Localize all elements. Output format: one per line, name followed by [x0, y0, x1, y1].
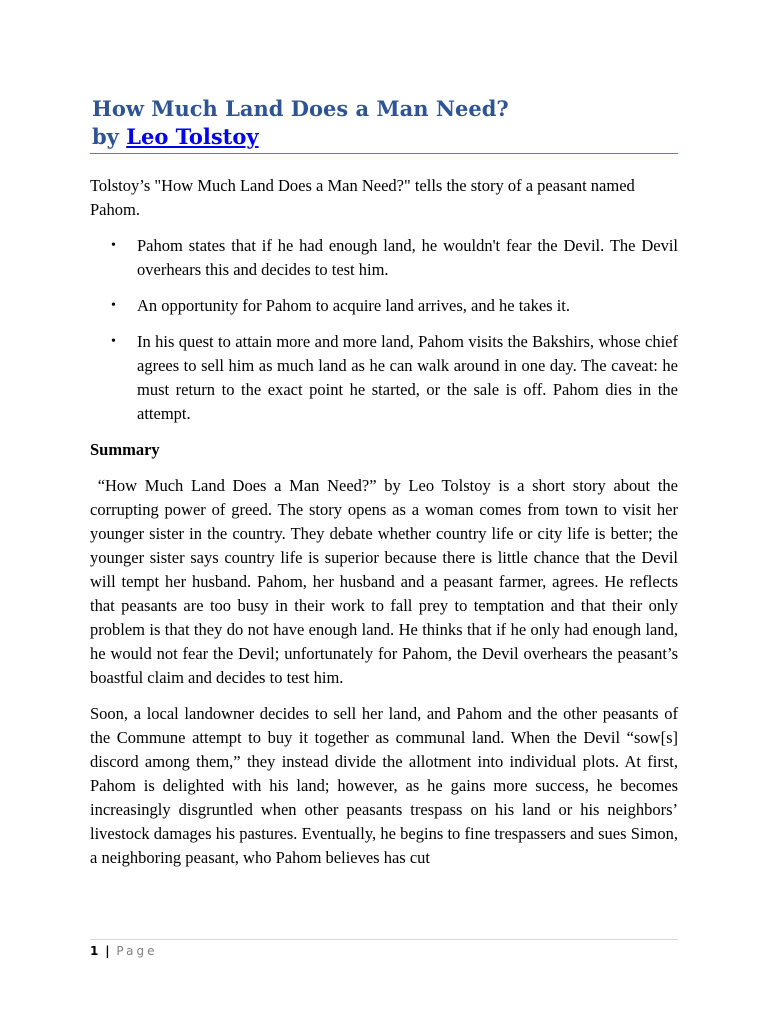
bullet-icon: • [111, 334, 116, 349]
title-divider [90, 153, 678, 154]
summary-paragraph-2: Soon, a local landowner decides to sell her land, and Pahom and the other peasants of the Commune attempt to buy it together as communal land. When the Devil “sow[s] discord among them,” they instead divide the allotment into individual plots. At first, Pahom is delighted with his land; however, as he gains more success, he becomes increasingly disgruntled when other peasants trespass on his land or his neighbors’ livestock damages his pastures. Eventually, he begins to fine trespassers and sues Simon, a neighboring peasant, who Pahom believes has cut [90, 704, 678, 867]
list-item [90, 234, 678, 282]
intro-paragraph: Tolstoy’s "How Much Land Does a Man Need?" tells the story of a peasant named Pahom. [90, 176, 635, 219]
author-link[interactable]: Leo Tolstoy [126, 124, 259, 149]
title-main: How Much Land Does a Man Need? [92, 96, 509, 121]
bullet-list [90, 234, 678, 426]
by-prefix: by [92, 124, 127, 149]
summary-paragraph-1: “How Much Land Does a Man Need?” by Leo Tolstoy is a short story about the corrupting power of greed. The story opens as a woman comes from town to visit her younger sister in the country. They debate whether country life or city life is better; the younger sister says country life is superior because there is little chance that the Devil will tempt her husband. Pahom, her husband and a peasant farmer, agrees. He reflects that peasants are too busy in their work to fall prey to temptation and that their only problem is that they do not have enough land. He thinks that if he only had enough land, he would not fear the Devil; unfortunately for Pahom, the Devil overhears the peasant’s boastful claim and decides to test him. [90, 476, 683, 687]
document-title [92, 95, 678, 151]
footer-divider [90, 939, 678, 940]
list-item-text: Pahom states that if he had enough land, he wouldn't fear the Devil. The Devil overhears this and decides to test him. [137, 236, 678, 279]
list-item [90, 330, 678, 426]
bullet-icon: • [111, 298, 116, 313]
page-label: Page [116, 944, 158, 958]
title-byline [92, 123, 678, 151]
page-footer [90, 943, 157, 959]
summary-heading: Summary [90, 440, 160, 459]
page-number: 1 [90, 944, 99, 958]
bullet-icon: • [111, 238, 116, 253]
document-body [90, 174, 683, 882]
list-item [90, 294, 678, 318]
list-item-text: In his quest to attain more and more land, Pahom visits the Bakshirs, whose chief agrees to sell him as much land as he can walk around in one day. The caveat: he must return to the exact point he started, or the sale is off. Pahom dies in the attempt. [137, 332, 678, 423]
footer-separator: | [105, 944, 110, 958]
list-item-text: An opportunity for Pahom to acquire land arrives, and he takes it. [137, 296, 571, 315]
